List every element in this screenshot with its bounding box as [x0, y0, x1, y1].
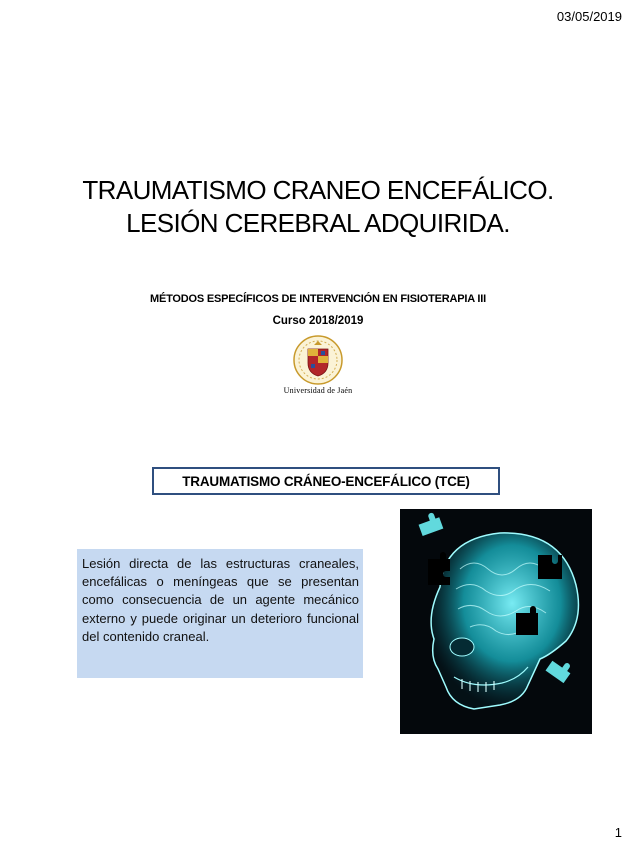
slide-date: 03/05/2019: [556, 9, 622, 24]
section-heading: TRAUMATISMO CRÁNEO-ENCEFÁLICO (TCE): [152, 467, 500, 495]
xray-skull-puzzle-icon: [400, 509, 592, 734]
title-line-2: LESIÓN CEREBRAL ADQUIRIDA.: [126, 208, 510, 238]
course-subject: MÉTODOS ESPECÍFICOS DE INTERVENCIÓN EN FISIOTERAPIA III: [150, 293, 486, 305]
course-year: Curso 2018/2019: [272, 315, 364, 327]
definition-box: Lesión directa de las estructuras craneales, encefálicas o meníngeas que se presentan como consecuencia de un agente mecánico externo y puede originar un deterioro funcional del contenido craneal.: [77, 549, 363, 678]
page-title: [0, 174, 636, 240]
title-line-1: TRAUMATISMO CRANEO ENCEFÁLICO.: [82, 175, 554, 205]
university-name: Universidad de Jaén: [283, 386, 353, 395]
page-number: 1: [614, 825, 622, 840]
